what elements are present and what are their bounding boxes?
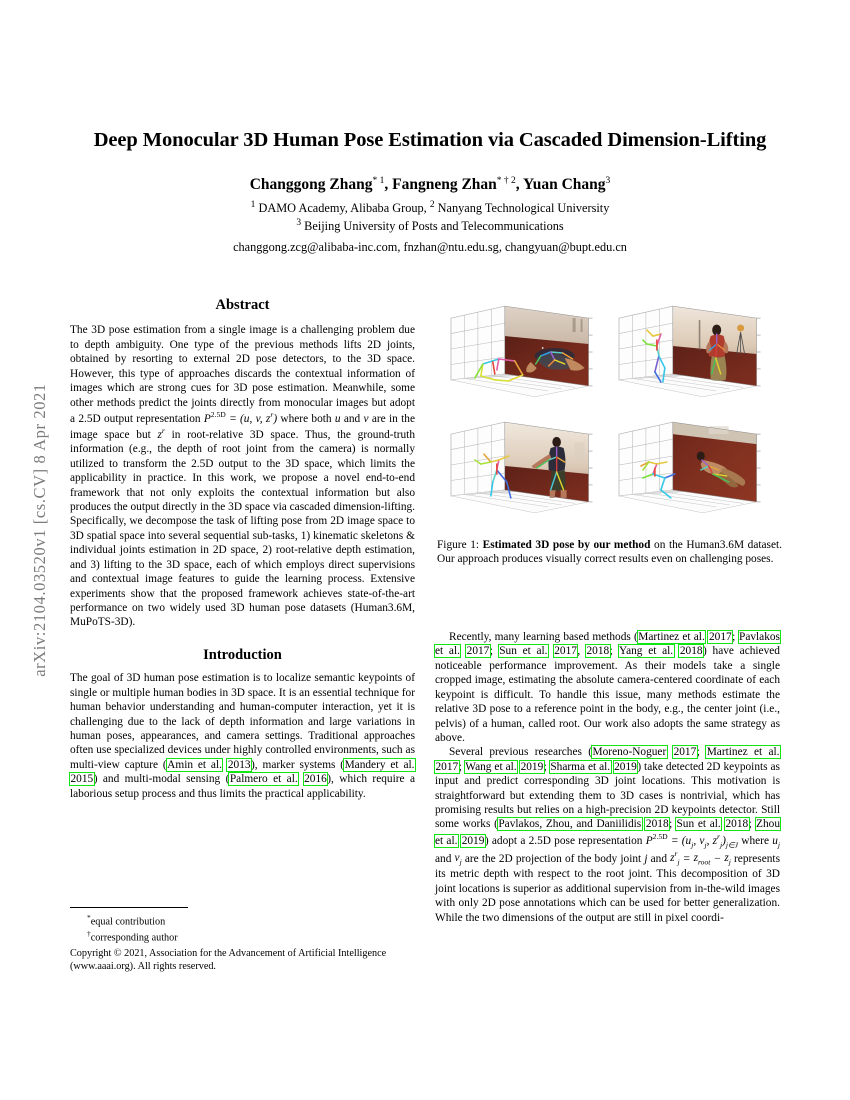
math-P25D-right xyxy=(645,831,668,847)
citation-wang-author[interactable]: Wang et al. xyxy=(465,760,517,773)
pose-3d-box-4 xyxy=(613,412,783,524)
title-block xyxy=(60,128,800,255)
math-zrj-sub: j xyxy=(677,857,680,867)
affiliation-line-1 xyxy=(60,199,800,218)
citation-sun2-year[interactable]: 2018 xyxy=(725,818,749,831)
rp2-text-5: and xyxy=(435,852,455,865)
copyright-notice: Copyright © 2021, Association for the Advancement of Artificial Intelligence (www.aaai.org). All rights reserved. xyxy=(70,948,387,973)
math-minus: − xyxy=(710,852,725,865)
citation-palmero-year[interactable]: 2016 xyxy=(304,773,327,786)
intro-text-3: ) and multi-modal sensing ( xyxy=(93,773,230,786)
math-zroot xyxy=(693,852,711,867)
intro-text-4: ), which require a laborious setup process and thus limits the practical applicability. xyxy=(70,773,415,800)
math-P25D xyxy=(203,409,226,425)
panel-top-right xyxy=(613,296,783,408)
rp2-text-4: where xyxy=(738,834,773,847)
math-z: z xyxy=(157,428,162,441)
math-u-inline: u xyxy=(772,834,778,847)
author-list xyxy=(60,176,800,194)
citation-sun-author[interactable]: Sun et al. xyxy=(499,645,548,658)
figure-caption xyxy=(437,538,782,567)
panel-bottom-right xyxy=(613,412,783,524)
author-2-name: , Fangneng Zhan xyxy=(384,175,497,193)
math-v: v xyxy=(363,412,369,425)
math-sub-jJ: j∈J xyxy=(725,839,739,849)
math-tuple-open: (u, v, z xyxy=(240,412,271,425)
author-emails: changgong.zcg@alibaba-inc.com, fnzhan@ntu.edu.sg, changyuan@bupt.edu.cn xyxy=(233,239,627,254)
affiliation-mark-1: 1 xyxy=(250,199,256,210)
rp1-text-2: ) have achieved noticeable performance improvement. As their models take a single cropped image, estimating the absolute camera-centered coordinate of each keypoint is difficult. To handle this issue, many methods estimate the relative 3D pose to a reference point in the body, e.g., the center joint (i.e., pelvis) of a human, called root. Our work also adopts the same strategy as above. xyxy=(435,645,780,744)
math-P-right: P xyxy=(645,834,653,847)
math-zroot-sub: root xyxy=(698,857,711,867)
math-sub-j1: j xyxy=(691,839,694,849)
introduction-heading: Introduction xyxy=(203,646,282,663)
math-equals-2: = xyxy=(679,852,694,865)
footnote-equal-contribution xyxy=(87,913,415,929)
intro-text-2: ), marker systems ( xyxy=(251,758,345,771)
intro-text-1: The goal of 3D human pose estimation is to localize semantic keypoints of single or multiple human bodies in 3D space. It is an essential technique for human behavior understanding and human-computer interaction, yet it is challenging due to the lack of depth information and large variations in human poses, appearances, and camera settings. Traditional approaches often use specialized devices under highly controlled environments, such as multi-view capture ( xyxy=(70,672,415,771)
pose-3d-box-2 xyxy=(613,296,783,408)
math-uj-open: (u xyxy=(681,834,692,847)
math-zrj xyxy=(670,849,680,867)
math-sub-j3: j xyxy=(720,839,723,849)
figure-label: Figure 1: xyxy=(437,539,480,551)
footnote-block xyxy=(70,907,415,974)
rp2-text-2: ) take detected 2D keypoints as input and predict corresponding 3D joint locations. This motivation is straightforward but extending them to 3D cases is nontrivial, which has promising results but relies on a high-precision 2D keypoints detector. Still some works ( xyxy=(435,760,780,831)
math-vj-inline xyxy=(454,852,462,867)
page-title: Deep Monocular 3D Human Pose Estimation via Cascaded Dimension-Lifting xyxy=(93,129,767,151)
citation-zhou-author[interactable]: Zhou et al. xyxy=(435,818,780,847)
citation-pavlakos-year[interactable]: 2017 xyxy=(466,645,490,658)
math-zroot-base: z xyxy=(693,852,698,865)
citation-martinez-author[interactable]: Martinez et al. xyxy=(638,631,705,643)
rp1-sep-3: ; xyxy=(609,645,619,658)
citation-martinez-year[interactable]: 2017 xyxy=(708,631,732,643)
math-v-sub: j xyxy=(459,857,462,867)
footnote-corresponding-author xyxy=(87,929,415,945)
math-vj: , v xyxy=(693,834,705,847)
rp2-text-7: and xyxy=(647,852,671,865)
panel-top-left xyxy=(437,296,607,408)
math-P: P xyxy=(203,412,211,425)
affiliations xyxy=(60,199,800,236)
rp1-sep-1: ; xyxy=(732,631,739,643)
pose-3d-box-3 xyxy=(437,412,607,524)
right-paragraph-2: Several previous researches (Moreno-Noguer 2017; Martinez et al. 2017; Wang et al. 2019; Sharma et al. 2019) take detected 2D keypoints as input and predict corresponding 3D joint locations. This motivation is straightforward but extending them to 3D cases is nontrivial, which has promising results but relies on a high-precision 2D keypoints detector. Still some works (Pavlakos, Zhou, and Daniilidis 2018; Sun et al. 2018; Zhou et al. 2019) adopt a 2.5D pose representation $P^{2.5D} = (u_j$, $v_j$, $z^r_j)_{j\in J}$ where $u_j$ and $v_j$ are the 2D projection of the body joint j and $z^r_j = z_{root} - z_j$ represents its metric depth with respect to the root joint. This decomposition of 3D joint locations is superior as additional supervision from in-the-wild images with only 2D pose annotations which can be used for better generalization. While the two dimensions of the output are still in pixel coordi- xyxy=(435,746,781,924)
math-z-exponent: r xyxy=(161,426,165,436)
pose-3d-box-1 xyxy=(437,296,607,408)
math-sub-j2: j xyxy=(704,839,707,849)
math-j-inline: j xyxy=(644,852,648,865)
abstract-heading: Abstract xyxy=(215,297,270,313)
citation-sun-year-2018[interactable]: 2018 xyxy=(586,645,610,658)
math-equals: = xyxy=(225,412,241,425)
abstract-text-1: The 3D pose estimation from a single image is a challenging problem due to depth ambiguity. One type of the previous methods lifts 2D joints, obtained by resorting to external 2D pose detectors, to the 3D space. However, this type of approaches discards the contextual information of images which are strong cues for 3D pose estimation. Meanwhile, some other methods predict the joints directly from monocular images but adopt a 2.5D output representation xyxy=(70,324,415,425)
author-1-name: Changgong Zhang xyxy=(249,175,373,193)
author-3-name: , Yuan Chang xyxy=(515,175,606,193)
abstract-text-5: in root-relative 3D space. Thus, the ground-truth information (e.g., the depth of root joint from the camera) is normally utilized to transform the 2.5D output to the 3D space, which limits the applicability in practice. In this work, we propose a novel end-to-end framework that not only exploits the contextual information but also produces the output directly in the 3D space via cascaded dimension-lifting. Specifically, we decompose the task of lifting pose from 2D image space to 3D spatial space into several sequential sub-tasks, 1) kinematic skeletons & individual joints estimation in 2D space, 2) root-relative depth estimation, and 3) lifting to the 3D space, each of which employs direct supervisions and contextual image features to guide the learning process. Extensive experiments show that the proposed framework achieves state-of-the-art performance on two widely used 3D human pose datasets (Human3.6M, MuPoTS-3D). xyxy=(70,428,415,629)
citation-amin-author[interactable]: Amin et al. xyxy=(167,758,222,771)
abstract-text-3: and xyxy=(340,412,364,425)
math-zj-base: z xyxy=(724,852,729,865)
figure-bold-title: Estimated 3D pose by our method xyxy=(482,539,651,551)
math-equals-right: = xyxy=(667,834,682,847)
citation-martinez2-year[interactable]: 2017 xyxy=(435,760,459,773)
affiliation-mark-2: 2 xyxy=(429,199,435,210)
rp2-text-8: represents its metric depth with respect to the root joint. This decomposition of 3D joint locations is superior as additional supervision from in-the-wild images with only 2D pose annotations which can be used for better generalization. While the two dimensions of the output are still in pixel coordi- xyxy=(435,852,780,924)
citation-sun2-author[interactable]: Sun et al. xyxy=(676,818,721,831)
citation-pavlakos-author[interactable]: Pavlakos et al. xyxy=(435,631,780,658)
math-tuple xyxy=(240,409,278,425)
math-tuple-exponent: r xyxy=(270,409,274,419)
right-column xyxy=(435,630,780,925)
citation-sharma-year[interactable]: 2019 xyxy=(614,760,637,773)
citation-pavlakos-zhou-year[interactable]: 2018 xyxy=(645,818,669,831)
citation-moreno-year[interactable]: 2017 xyxy=(673,746,697,759)
citation-wang-year[interactable]: 2019 xyxy=(520,760,544,773)
math-sup-r: r xyxy=(717,831,721,841)
rp2-text-3: ) adopt a 2.5D pose representation xyxy=(484,834,646,847)
figure-panel-grid xyxy=(437,296,782,524)
math-zr xyxy=(157,426,165,441)
math-u-sub: j xyxy=(777,839,781,849)
citation-amin-year[interactable]: 2013 xyxy=(227,758,251,771)
affiliation-mark-3: 3 xyxy=(296,218,302,229)
math-P-right-exponent: 2.5D xyxy=(652,831,668,841)
figure-1 xyxy=(437,296,782,567)
rp1-sep-2: ; xyxy=(489,645,499,658)
abstract-text-4: are in the image space but xyxy=(70,412,415,441)
arxiv-stamp: arXiv:2104.03520v1 [cs.CV] 8 Apr 2021 xyxy=(30,383,49,677)
left-column xyxy=(70,296,415,801)
math-zrj-sup: r xyxy=(674,849,678,859)
math-v-inline: v xyxy=(454,852,460,865)
rp2-text-1: Several previous researches ( xyxy=(449,746,593,759)
math-tuple-right xyxy=(681,831,739,849)
citation-mandery-year[interactable]: 2015 xyxy=(70,773,94,786)
math-zj-sub: j xyxy=(728,857,731,867)
citation-moreno-author[interactable]: Moreno-Noguer xyxy=(592,746,667,759)
panel-bottom-left xyxy=(437,412,607,524)
affiliation-line-2 xyxy=(60,217,800,236)
citation-pavlakos-zhou-author[interactable]: Pavlakos, Zhou, and Daniilidis xyxy=(498,818,642,831)
right-paragraph-1: Recently, many learning based methods (Martinez et al. 2017; Pavlakos et al. 2017; Sun et al. 2017, 2018; Yang et al. 2018) have achieved noticeable performance improvement. As their models take a single cropped image, estimating the absolute camera-centered coordinate of each keypoint is difficult. To handle this issue, many methods estimate the relative 3D pose to a reference point in the body, e.g., the center joint (i.e., pelvis) of a human, called root. Our work also adopts the same strategy as above. xyxy=(435,631,780,744)
abstract-text-2: where both xyxy=(277,412,335,425)
math-zj: , z xyxy=(706,834,718,847)
abstract-paragraph xyxy=(70,323,415,629)
rp1-text-1: Recently, many learning based methods ( xyxy=(449,631,638,643)
citation-sharma-author[interactable]: Sharma et al. xyxy=(550,760,611,773)
citation-mandery-author[interactable]: Mandery et al. xyxy=(344,758,415,771)
math-u: u xyxy=(334,412,341,425)
footnote-dagger: † xyxy=(87,928,91,938)
rp2-text-6: are the 2D projection of the body joint xyxy=(461,852,645,865)
author-2-marks: * † 2 xyxy=(496,175,516,186)
footnote-asterisk: * xyxy=(87,913,91,922)
affiliation-3-text: Beijing University of Posts and Telecommunications xyxy=(304,219,564,234)
affiliation-2-text: Nanyang Technological University xyxy=(437,200,610,215)
author-1-marks: * 1 xyxy=(372,175,385,186)
citation-palmero-author[interactable]: Palmero et al. xyxy=(229,773,298,786)
affiliation-1-text: DAMO Academy, Alibaba Group, xyxy=(258,200,427,215)
author-3-marks: 3 xyxy=(605,175,611,186)
footnote-corresponding-text: corresponding author xyxy=(90,931,178,943)
math-tuple-close-right: ) xyxy=(722,834,726,847)
math-uj-inline xyxy=(772,835,780,847)
math-P-exponent: 2.5D xyxy=(210,409,226,419)
footnote-equal-text: equal contribution xyxy=(90,916,166,928)
math-tuple-close: ) xyxy=(273,412,278,425)
math-zrj-base: z xyxy=(670,852,675,865)
citation-zhou-year[interactable]: 2019 xyxy=(461,834,485,847)
citation-martinez2-author[interactable]: Martinez et al. xyxy=(706,746,780,759)
introduction-paragraph xyxy=(70,671,415,801)
citation-yang-author[interactable]: Yang et al. xyxy=(619,645,674,658)
figure-caption-text: on the Human3.6M dataset. Our approach produces visually correct results even on challenging poses. xyxy=(437,539,782,566)
citation-sun-year-2017[interactable]: 2017 xyxy=(554,645,577,658)
citation-yang-year[interactable]: 2018 xyxy=(679,645,703,658)
footnote-rule xyxy=(70,907,188,908)
